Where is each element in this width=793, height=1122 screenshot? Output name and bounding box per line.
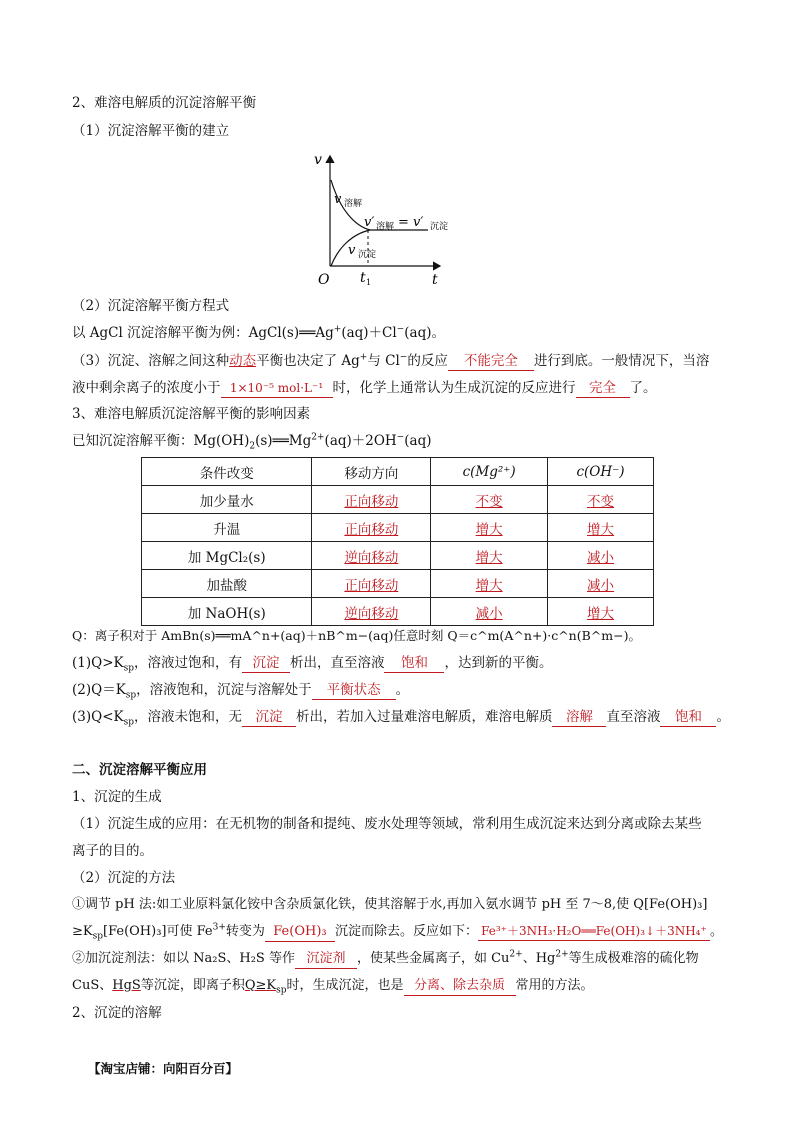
table-row [142, 514, 654, 542]
paragraph-3-line1: （3）沉淀、溶解之间这种动态平衡也决定了 Ag+与 Cl−的反应 不能完全 进行到底。一般情况下，当溶 [72, 352, 710, 369]
table-header-row [142, 458, 654, 486]
equilibrium-sub1: 溶解 [376, 222, 395, 232]
subheading-2: （2）沉淀溶解平衡方程式 [72, 298, 230, 314]
table-cell: 增大 [548, 514, 654, 542]
method-2-line1: ②加沉淀剂法：如以 Na₂S、H₂S 等作 沉淀剂 ，使某些金属离子，如 $Cu^{2+}$、$Hg^{2+}$等生成极难溶的硫化物 [72, 949, 699, 969]
table-header: c(Mg²⁺) [431, 458, 548, 486]
v-dissolve-label: v [334, 192, 342, 207]
table-cell: 增大 [431, 542, 548, 570]
equilibrium-eq: = v′ [398, 215, 424, 230]
table-header: 移动方向 [312, 458, 431, 486]
table-cell: 减小 [548, 542, 654, 570]
equilibrium-sub2: 沉淀 [430, 222, 449, 232]
v-dissolve-sub: 溶解 [344, 199, 363, 209]
condition-1: $(1)Q>K_{sp}$，溶液过饱和，有 沉淀 析出，直至溶液 饱和 ，达到新的平衡。 [72, 655, 553, 674]
answer-blank-not-complete: 不能完全 [448, 352, 534, 371]
table-cell: 增大 [431, 570, 548, 598]
methods-heading: （2）沉淀的方法 [72, 870, 176, 886]
application-line2: 离子的目的。 [72, 843, 153, 859]
answer-blank-concentration: 1×10⁻⁵ mol·L⁻¹ [221, 379, 333, 398]
method-1-line1: ①调节 pH 法:如工业原料氯化铵中含杂质氯化铁，使其溶解于水,再加入氨水调节 pH 至 7～8,使 Q[Fe(OH)₃] [72, 897, 708, 912]
table-cell: 减小 [548, 570, 654, 598]
t1-label: t [360, 270, 366, 286]
factors-table [141, 457, 654, 626]
dissolution-rate-graph [300, 148, 460, 288]
answer-blank-precipitant: 沉淀剂 [295, 950, 357, 969]
condition-3: $(3)Q<K_{sp}$，溶液未饱和，无 沉淀 析出，若加入过量难溶电解质，难溶电解质 溶解 直至溶液 饱和 。 [72, 709, 730, 728]
agcl-equation: 以 AgCl 沉淀溶解平衡为例：AgCl(s)══Ag+(aq)＋Cl−(aq)。 [72, 324, 445, 341]
table-cell: 增大 [548, 598, 654, 626]
table-cell: 加 MgCl₂(s) [142, 542, 312, 570]
application-line1: （1）沉淀生成的应用：在无机物的制备和提纯、废水处理等领域，常利用生成沉淀来达到分离或除去某些 [72, 816, 702, 832]
paragraph-3-line2: 液中剩余离子的浓度小于 1×10⁻⁵ mol·L⁻¹ 时，化学上通常认为生成沉淀的反应进行 完全 了。 [72, 380, 657, 396]
mgoh2-equation: 已知沉淀溶解平衡：$Mg(OH)_2(s)══Mg^{2+}(aq)+2OH^-(aq)$ [72, 432, 432, 452]
table-header: c(OH⁻) [548, 458, 654, 486]
section-heading-3: 3、难溶电解质沉淀溶解平衡的影响因素 [72, 406, 311, 422]
table-cell: 不变 [548, 486, 654, 514]
subheading-1: （1）沉淀溶解平衡的建立 [72, 123, 230, 139]
table-cell: 正向移动 [312, 570, 431, 598]
answer-blank-precipitate-2: 沉淀 [242, 708, 296, 727]
table-cell: 不变 [431, 486, 548, 514]
table-cell: 升温 [142, 514, 312, 542]
table-cell: 加少量水 [142, 486, 312, 514]
table-cell: 正向移动 [312, 486, 431, 514]
answer-blank-saturated-2: 饱和 [660, 708, 716, 727]
table-cell: 减小 [431, 598, 548, 626]
equilibrium-v1: v′ [364, 215, 375, 230]
method-2-line2: CuS、HgS等沉淀，即离子积$Q\ge K_{sp}$时，生成沉淀，也是 分离、除去杂质 常用的方法。 [72, 978, 594, 996]
table-cell: 增大 [431, 514, 548, 542]
answer-blank-complete: 完全 [576, 379, 630, 398]
table-cell: 加 NaOH(s) [142, 598, 312, 626]
table-header: 条件改变 [142, 458, 312, 486]
table-cell: 加盐酸 [142, 570, 312, 598]
q-definition: Q：离子积对于 AmBn(s)══mA^n+(aq)＋nB^m−(aq)任意时刻 Q＝c^m(A^n+)·c^n(B^m−)。 [72, 628, 641, 643]
answer-blank-feoh3: Fe(OH)₃ [265, 923, 335, 942]
part-2-heading: 二、沉淀溶解平衡应用 [72, 762, 207, 778]
table-cell: 正向移动 [312, 514, 431, 542]
method-1-line2: $\ge K_{sp}[Fe(OH)_3]$可使 $Fe^{3+}$转变为 Fe(OH)₃ 沉淀而除去。反应如下： Fe³⁺＋3NH₃·H₂O══Fe(OH)₃↓＋3NH₄⁺ 。 [72, 922, 723, 942]
condition-2: $(2)Q=K_{sp}$，溶液饱和，沉淀与溶解处于 平衡状态 。 [72, 682, 410, 701]
section-heading-precipitation: 1、沉淀的生成 [72, 789, 162, 805]
section-heading-dissolution: 2、沉淀的溶解 [72, 1005, 162, 1021]
v-precipitate-sub: 沉淀 [358, 250, 377, 260]
origin-label: O [318, 272, 330, 288]
answer-blank-dissolve: 溶解 [552, 708, 606, 727]
answer-blank-precipitate: 沉淀 [242, 654, 290, 673]
answer-blank-separation: 分离、除去杂质 [404, 977, 516, 996]
answer-blank-reaction: Fe³⁺＋3NH₃·H₂O══Fe(OH)₃↓＋3NH₄⁺ [478, 922, 710, 941]
table-row [142, 486, 654, 514]
y-axis-label: v [314, 152, 322, 168]
footer-shop-label: 【淘宝店铺：向阳百分百】 [88, 1061, 239, 1076]
table-row [142, 570, 654, 598]
answer-dynamic: 动态 [229, 353, 257, 369]
answer-blank-saturated: 饱和 [384, 654, 444, 673]
answer-blank-equilibrium: 平衡状态 [312, 681, 396, 700]
t1-sub: 1 [366, 278, 372, 287]
section-heading-2: 2、难溶电解质的沉淀溶解平衡 [72, 95, 257, 111]
x-axis-label: t [432, 272, 438, 288]
table-cell: 逆向移动 [312, 542, 431, 570]
table-cell: 逆向移动 [312, 598, 431, 626]
table-row [142, 598, 654, 626]
v-precipitate-label: v [348, 243, 356, 258]
table-row [142, 542, 654, 570]
